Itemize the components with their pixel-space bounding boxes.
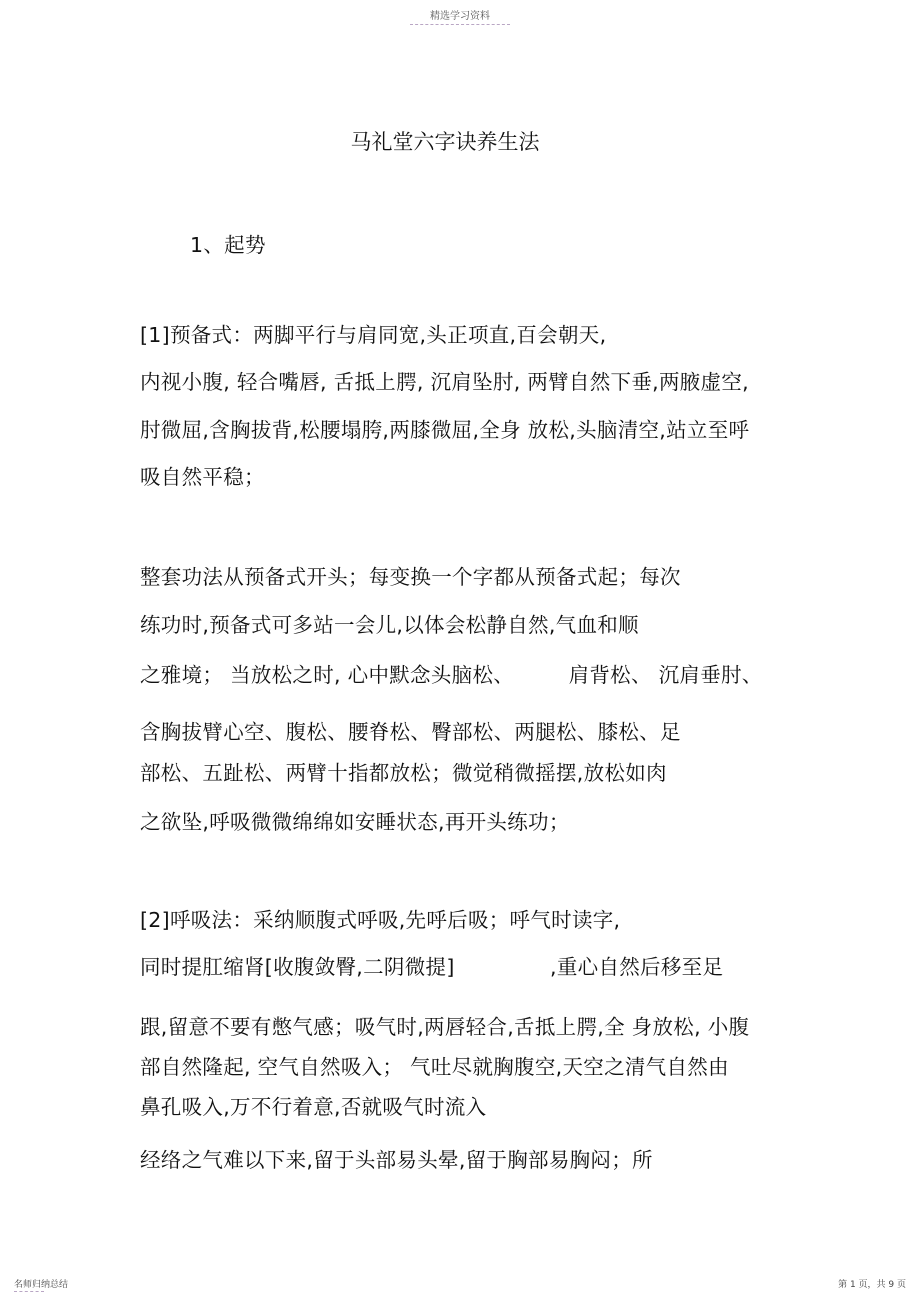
paragraph-line: 内视小腹, 轻合嘴唇, 舌抵上腭, 沉肩坠肘, 两臂自然下垂,两腋虚空, (140, 370, 749, 394)
section-heading: 1、起势 (190, 233, 266, 257)
paragraph-line: 跟,留意不要有憋气感；吸气时,两唇轻合,舌抵上腭,全 身放松, 小腹 (140, 1015, 750, 1039)
footer-divider (14, 1291, 44, 1292)
document-title: 马礼堂六字诀养生法 (350, 130, 540, 154)
paragraph-line: 练功时,预备式可多站一会儿,以体会松静自然,气血和顺 (140, 613, 639, 637)
paragraph-line: [2]呼吸法：采纳顺腹式呼吸,先呼后吸；呼气时读字, (140, 908, 621, 932)
paragraph-line: 含胸拔臂心空、腹松、腰脊松、臀部松、两腿松、膝松、足 (140, 720, 681, 744)
paragraph-line: 吸自然平稳； (140, 465, 265, 489)
paragraph-line: 部自然隆起, 空气自然吸入； 气吐尽就胸腹空,天空之清气自然由 (140, 1055, 729, 1079)
paragraph-line: 同时提肛缩肾[收腹敛臀,二阴微提] ,重心自然后移至足 (140, 955, 724, 979)
footer-left: 名师归纳总结 (14, 1280, 69, 1290)
paragraph-line: 经络之气难以下来,留于头部易头晕,留于胸部易胸闷；所 (140, 1148, 653, 1172)
paragraph-line: 整套功法从预备式开头；每变换一个字都从预备式起；每次 (140, 565, 681, 589)
page-number: 第 1 页，共 9 页 (838, 1280, 906, 1290)
header-divider (410, 24, 510, 25)
paragraph-line: [1]预备式：两脚平行与肩同宽,头正项直,百会朝天, (140, 323, 607, 347)
paragraph-line: 之雅境； 当放松之时, 心中默念头脑松、 肩背松、 沉肩垂肘、 (140, 663, 763, 687)
page-header: 精选学习资料 (430, 11, 490, 22)
paragraph-line: 鼻孔吸入,万不行着意,否就吸气时流入 (140, 1095, 487, 1119)
paragraph-line: 之欲坠,呼吸微微绵绵如安睡状态,再开头练功； (140, 810, 570, 834)
paragraph-line: 部松、五趾松、两臂十指都放松；微觉稍微摇摆,放松如肉 (140, 761, 667, 785)
paragraph-line: 肘微屈,含胸拔背,松腰塌胯,两膝微屈,全身 放松,头脑清空,站立至呼 (140, 418, 750, 442)
